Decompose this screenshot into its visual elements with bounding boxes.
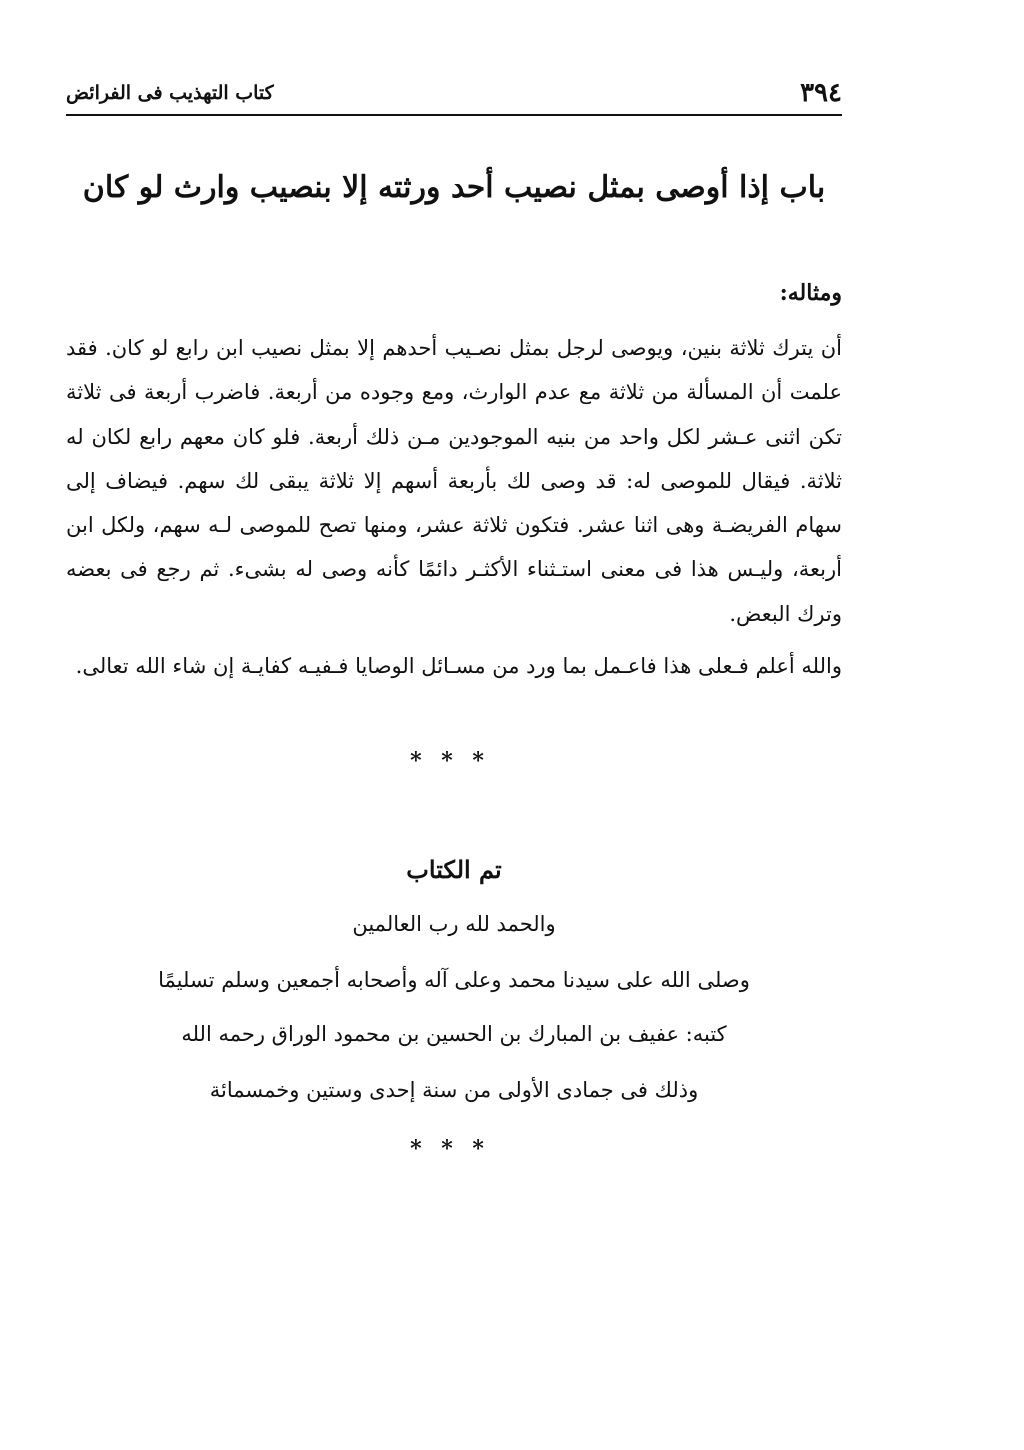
colophon-date: وذلك فى جمادى الأولى من سنة إحدى وستين وخمسمائة xyxy=(209,1078,699,1102)
example-label: ومثاله: xyxy=(779,280,842,306)
asterism-separator: * * * xyxy=(410,748,490,774)
book-title: كتاب التهذيب فى الفرائض xyxy=(66,82,274,104)
chapter-title: باب إذا أوصى بمثل نصيب أحد ورثته إلا بنصيب وارث لو كان xyxy=(82,170,826,205)
colophon-blessing: وصلى الله على سيدنا محمد وعلى آله وأصحابه أجمعين وسلم تسليمًا xyxy=(158,968,750,992)
colophon-praise: والحمد لله رب العالمين xyxy=(352,912,556,936)
body-paragraph xyxy=(66,326,842,636)
running-header xyxy=(66,70,842,116)
closing-paragraph xyxy=(66,644,842,688)
paragraph-text: أن يترك ثلاثة بنين، ويوصى لرجل بمثل نصـيب أحدهم إلا بمثل نصيب ابن رابع لو كان. فقد علمت أن المسألة من ثلاثة مع عدم الوارث، ومع وجوده من أربعة. فاضرب أربعة فى ثلاثة تكن اثنى عـشر لكل واحد من بنيه الموجودين مـن ذلك أربعة. فلو كان معهم رابع لكان له ثلاثة. فيقال للموصى له: قد وصى لك بأربعة أسهم إلا ثلاثة يبقى لك سهم. فيضاف إلى سهام الفريضـة وهى اثنا عشر. فتكون ثلاثة عشر، ومنها تصح للموصى لـه سهم، ولكل ابن أربعة، وليـس هذا فى معنى استـثناء الأكثـر دائمًا كأنه وصى له بشىء. ثم رجع فى بعضه وترك البعض. xyxy=(66,336,842,626)
page-number: ٣٩٤ xyxy=(800,78,842,108)
colophon-end-title: تم الكتاب xyxy=(406,855,502,884)
paragraph-text: والله أعلم فـعلى هذا فاعـمل بما ورد من مسـائل الوصايا فـفيـه كفايـة إن شاء الله تعالى. xyxy=(75,654,842,678)
colophon-scribe: كتبه: عفيف بن المبارك بن الحسين بن محمود الوراق رحمه الله xyxy=(181,1022,727,1046)
asterism-separator: * * * xyxy=(410,1136,490,1162)
